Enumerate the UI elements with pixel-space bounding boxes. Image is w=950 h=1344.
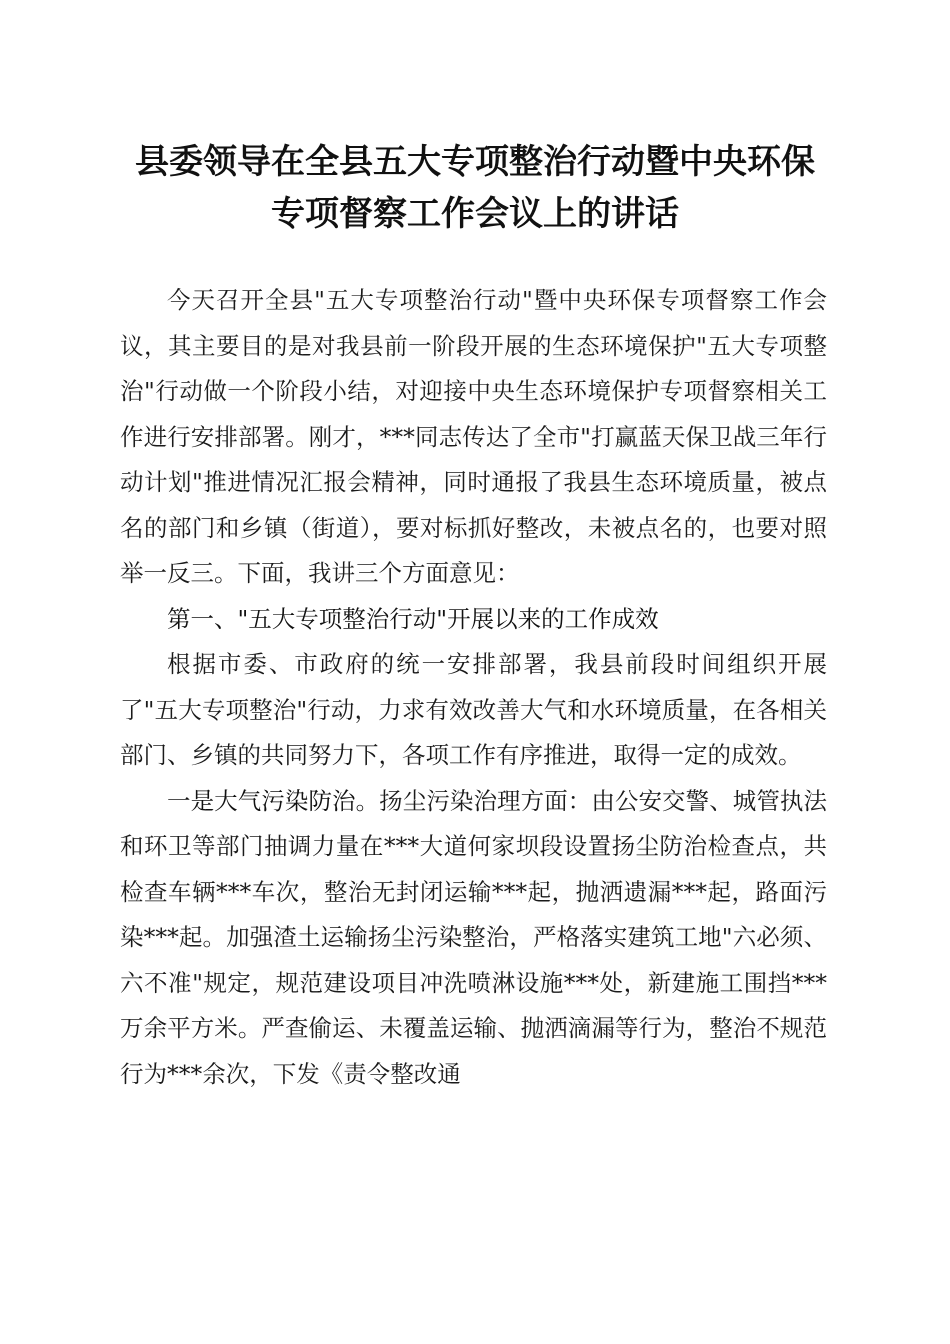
section-heading-1: 第一、"五大专项整治行动"开展以来的工作成效 xyxy=(167,604,659,633)
title-line-2: 专项督察工作会议上的讲话 xyxy=(271,194,679,234)
air-pollution-lead: 一是大气污染防治。 xyxy=(167,786,380,815)
section-1-paragraph: 根据市委、市政府的统一安排部署，我县前段时间组织开展了"五大专项整治"行动，力求有效改善大气和水环境质量，在各相关部门、乡镇的共同努力下，各项工作有序推进，取得一定的成效。 xyxy=(120,650,827,769)
document-title xyxy=(80,136,870,240)
title-line-1: 县委领导在全县五大专项整治行动暨中央环保 xyxy=(135,142,815,182)
intro-paragraph: 今天召开全县"五大专项整治行动"暨中央环保专项督察工作会议，其主要目的是对我县前一阶段开展的生态环境保护"五大专项整治"行动做一个阶段小结，对迎接中央生态环境保护专项督察相关工作进行安排部署。刚才，***同志传达了全市"打赢蓝天保卫战三年行动计划"推进情况汇报会精神，同时通报了我县生态环境质量，被点名的部门和乡镇（街道），要对标抓好整改，未被点名的，也要对照举一反三。下面，我讲三个方面意见： xyxy=(120,286,827,587)
air-pollution-text: 扬尘污染治理方面：由公安交警、城管执法和环卫等部门抽调力量在***大道何家坝段设置扬尘防治检查点，共检查车辆***车次，整治无封闭运输***起，抛洒遗漏***起，路面污染***起。加强渣土运输扬尘污染整治，严格落实建筑工地"六必须、六不准"规定，规范建设项目冲洗喷淋设施***处，新建施工围挡***万余平方米。严查偷运、未覆盖运输、抛洒滴漏等行为，整治不规范行为***余次，下发《责令整改通 xyxy=(120,786,828,1088)
document-body xyxy=(120,278,827,1097)
air-pollution-paragraph xyxy=(120,779,827,1098)
